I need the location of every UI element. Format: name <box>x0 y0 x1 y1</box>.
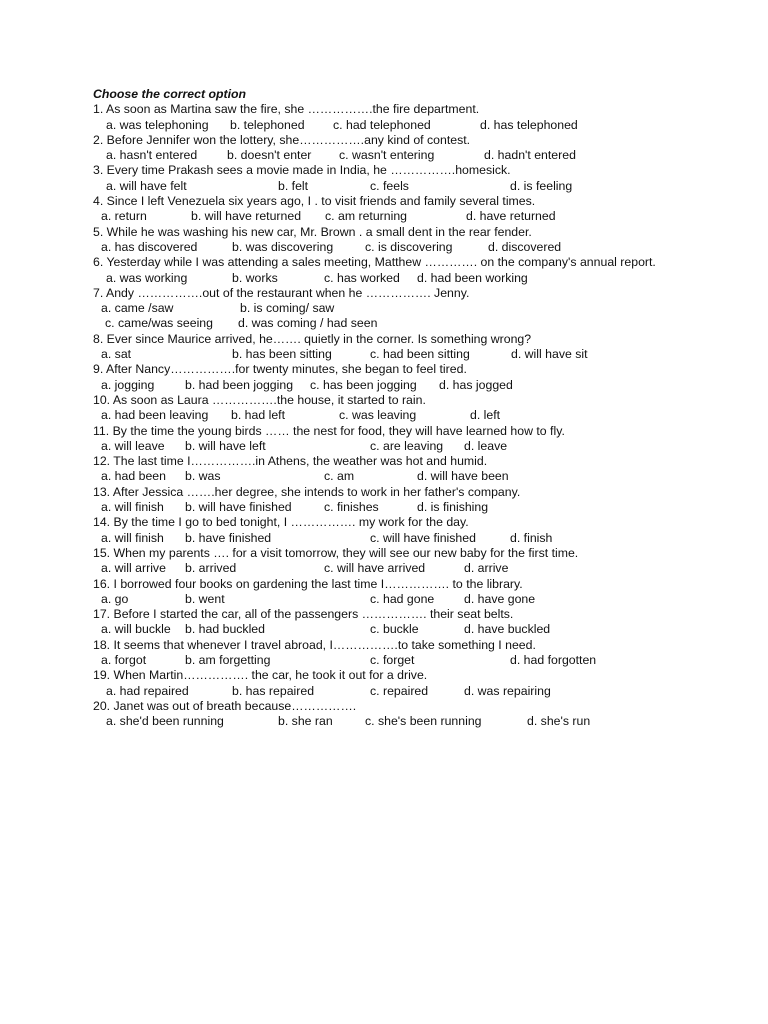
answer-options <box>93 148 693 163</box>
question-19 <box>93 668 693 699</box>
question-17 <box>93 607 693 638</box>
question-10 <box>93 393 693 424</box>
option-b: b. works <box>232 270 278 285</box>
option-d: d. was repairing <box>464 683 551 698</box>
question-text: 18. It seems that whenever I travel abroad, I…………….to take something I need. <box>93 637 536 652</box>
question-text: 9. After Nancy…………….for twenty minutes, she began to feel tired. <box>93 362 467 377</box>
question-text: 14. By the time I go to bed tonight, I ……………. my work for the day. <box>93 515 469 530</box>
question-text: 19. When Martin……………. the car, he took it out for a drive. <box>93 668 428 683</box>
option-c: c. am <box>324 469 355 484</box>
option-c: c. will have finished <box>370 530 476 545</box>
option-b: b. am forgetting <box>185 652 271 667</box>
option-c: c. are leaving <box>370 438 444 453</box>
option-a: a. will finish <box>101 530 164 545</box>
option-c: c. forget <box>370 652 415 667</box>
answer-options <box>93 531 693 546</box>
option-a: a. return <box>101 209 147 224</box>
option-c: c. has worked <box>324 270 400 285</box>
question-5 <box>93 225 693 256</box>
option-d: d. is finishing <box>417 500 489 515</box>
option-b: b. will have returned <box>191 209 302 224</box>
answer-options <box>93 271 693 286</box>
worksheet-title: Choose the correct option <box>93 87 247 101</box>
option-b: b. is coming/ saw <box>240 301 335 316</box>
question-9 <box>93 362 693 393</box>
answer-options <box>93 347 693 362</box>
option-a: a. will arrive <box>101 561 166 576</box>
answer-options <box>93 684 693 699</box>
option-b: b. have finished <box>185 530 272 545</box>
option-b: b. has been sitting <box>232 347 332 362</box>
option-d: d. will have been <box>417 469 509 484</box>
option-a: a. jogging <box>101 377 155 392</box>
question-text: 1. As soon as Martina saw the fire, she …………….the fire department. <box>93 102 480 117</box>
answer-options <box>93 592 693 607</box>
question-text: 10. As soon as Laura …………….the house, it started to rain. <box>93 392 426 407</box>
option-c: c. wasn't entering <box>339 148 435 163</box>
option-d: d. left <box>470 408 501 423</box>
option-a: a. go <box>101 591 129 606</box>
option-a: a. will finish <box>101 500 164 515</box>
answer-options <box>93 408 693 423</box>
answer-options <box>93 653 693 668</box>
option-b: b. had left <box>231 408 286 423</box>
option-b: b. doesn't enter <box>227 148 312 163</box>
answer-options <box>93 118 693 133</box>
option-c: c. repaired <box>370 683 429 698</box>
question-20 <box>93 699 693 730</box>
option-b: b. felt <box>278 178 309 193</box>
question-text: 8. Ever since Maurice arrived, he……. quietly in the corner. Is something wrong? <box>93 331 532 346</box>
question-18 <box>93 638 693 669</box>
question-text: 6. Yesterday while I was attending a sales meeting, Matthew …………. on the company's annual report. <box>93 255 656 270</box>
option-a: a. was telephoning <box>106 117 209 132</box>
option-a: a. will have felt <box>106 178 187 193</box>
question-8 <box>93 332 693 363</box>
answer-options <box>93 622 693 637</box>
answer-options <box>93 500 693 515</box>
option-b: b. will have finished <box>185 500 292 515</box>
option-d: d. have gone <box>464 591 536 606</box>
question-text: 7. Andy …………….out of the restaurant when he ……………. Jenny. <box>93 285 470 300</box>
question-16 <box>93 577 693 608</box>
question-13 <box>93 485 693 516</box>
option-b: b. telephoned <box>230 117 305 132</box>
option-c: c. buckle <box>370 622 419 637</box>
question-15 <box>93 546 693 577</box>
option-a: a. sat <box>101 347 132 362</box>
option-d: d. will have sit <box>511 347 588 362</box>
answer-options <box>93 316 693 331</box>
answer-options <box>93 179 693 194</box>
question-text: 17. Before I started the car, all of the passengers ……………. their seat belts. <box>93 607 514 622</box>
option-b: b. went <box>185 591 225 606</box>
option-c: c. had gone <box>370 591 435 606</box>
option-d: d. arrive <box>464 561 509 576</box>
option-a: a. was working <box>106 270 188 285</box>
option-a: a. hasn't entered <box>106 148 198 163</box>
question-11 <box>93 424 693 455</box>
option-c: c. came/was seeing <box>105 316 213 331</box>
option-d: d. hadn't entered <box>484 148 576 163</box>
question-14 <box>93 515 693 546</box>
question-1 <box>93 102 693 133</box>
option-c: c. will have arrived <box>324 561 426 576</box>
option-d: d. had forgotten <box>510 652 597 667</box>
option-c: c. had been sitting <box>370 347 470 362</box>
option-a: a. will leave <box>101 438 165 453</box>
question-text: 20. Janet was out of breath because……………. <box>93 698 357 713</box>
question-4 <box>93 194 693 225</box>
answer-options <box>93 301 693 316</box>
answer-options <box>93 561 693 576</box>
option-a: a. she'd been running <box>106 714 224 729</box>
option-a: a. came /saw <box>101 301 174 316</box>
option-a: a. forgot <box>101 652 147 667</box>
question-7 <box>93 286 693 332</box>
question-text: 12. The last time I…………….in Athens, the weather was hot and humid. <box>93 454 488 469</box>
option-d: d. has jogged <box>439 377 513 392</box>
option-c: c. feels <box>370 178 409 193</box>
option-b: b. was discovering <box>232 239 334 254</box>
option-d: d. is feeling <box>510 178 573 193</box>
option-d: d. have buckled <box>464 622 551 637</box>
option-c: c. she's been running <box>365 714 482 729</box>
option-a: a. had been <box>101 469 166 484</box>
answer-options <box>93 439 693 454</box>
option-c: c. finishes <box>324 500 379 515</box>
question-text: 11. By the time the young birds …… the nest for food, they will have learned how to fly. <box>93 423 565 438</box>
option-a: a. has discovered <box>101 239 198 254</box>
question-text: 16. I borrowed four books on gardening the last time I……………. to the library. <box>93 576 523 591</box>
option-d: d. had been working <box>417 270 528 285</box>
question-text: 3. Every time Prakash sees a movie made in India, he …………….homesick. <box>93 163 511 178</box>
answer-options <box>93 714 693 729</box>
option-c: c. has been jogging <box>310 377 417 392</box>
question-text: 4. Since I left Venezuela six years ago, I . to visit friends and family several times. <box>93 194 536 209</box>
question-3 <box>93 163 693 194</box>
question-6 <box>93 255 693 286</box>
option-d: d. she's run <box>527 714 591 729</box>
option-c: c. was leaving <box>339 408 417 423</box>
option-d: d. discovered <box>488 239 562 254</box>
option-d: d. leave <box>464 438 508 453</box>
option-b: b. will have left <box>185 438 266 453</box>
question-text: 2. Before Jennifer won the lottery, she…………….any kind of contest. <box>93 132 471 147</box>
option-c: c. am returning <box>325 209 408 224</box>
question-text: 13. After Jessica …….her degree, she intends to work in her father's company. <box>93 484 521 499</box>
question-2 <box>93 133 693 164</box>
option-b: b. she ran <box>278 714 333 729</box>
question-text: 5. While he was washing his new car, Mr. Brown . a small dent in the rear fender. <box>93 224 532 239</box>
option-b: b. had buckled <box>185 622 265 637</box>
option-d: d. finish <box>510 530 553 545</box>
option-d: d. has telephoned <box>480 117 578 132</box>
answer-options <box>93 378 693 393</box>
option-c: c. had telephoned <box>333 117 431 132</box>
option-a: a. will buckle <box>101 622 171 637</box>
answer-options <box>93 469 693 484</box>
question-12 <box>93 454 693 485</box>
worksheet <box>93 87 693 729</box>
option-b: b. was <box>185 469 221 484</box>
option-a: a. had been leaving <box>101 408 209 423</box>
option-c: c. is discovering <box>365 239 453 254</box>
option-d: d. was coming / had seen <box>238 316 378 331</box>
answer-options <box>93 209 693 224</box>
option-b: b. arrived <box>185 561 237 576</box>
answer-options <box>93 240 693 255</box>
option-b: b. has repaired <box>232 683 315 698</box>
question-text: 15. When my parents …. for a visit tomorrow, they will see our new baby for the first time. <box>93 545 579 560</box>
option-d: d. have returned <box>466 209 556 224</box>
option-b: b. had been jogging <box>185 377 294 392</box>
option-a: a. had repaired <box>106 683 189 698</box>
